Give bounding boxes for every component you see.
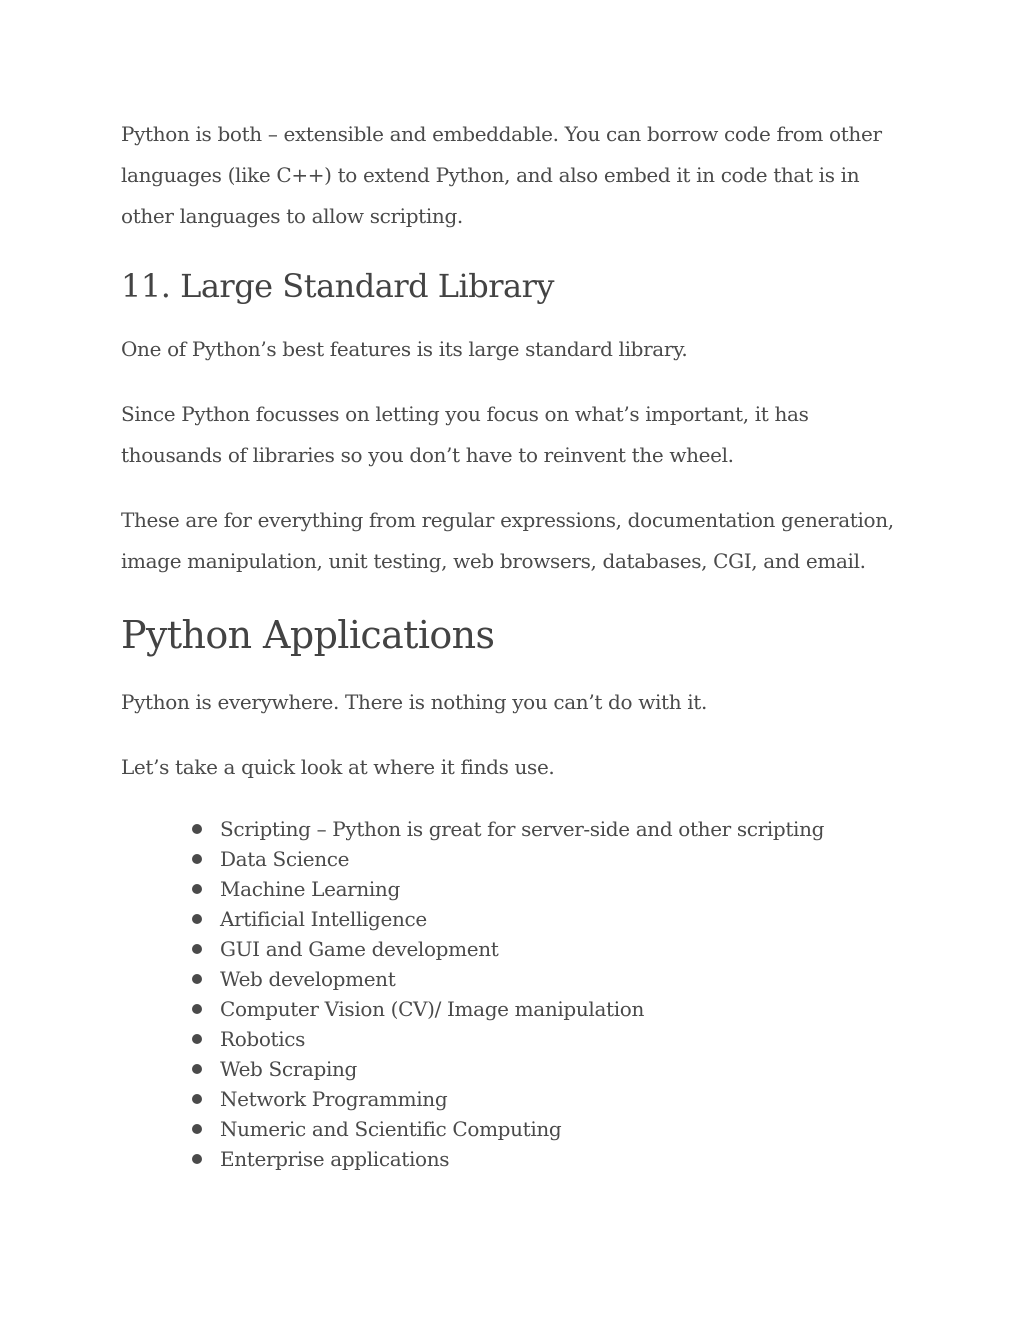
bullet-icon xyxy=(192,824,202,834)
list-item-text: Web Scraping xyxy=(220,1057,357,1081)
bullet-icon xyxy=(192,974,202,984)
list-item xyxy=(189,964,911,994)
bullet-icon xyxy=(192,1094,202,1104)
list-item xyxy=(189,1144,911,1174)
bullet-icon xyxy=(192,1124,202,1134)
list-item-text: Robotics xyxy=(220,1027,306,1051)
list-item-text: Data Science xyxy=(220,847,350,871)
library-paragraph-3: These are for everything from regular expressions, documentation generation, image manipulation, unit testing, web browsers, databases, CGI, and email. xyxy=(121,508,894,573)
bullet-icon xyxy=(192,1064,202,1074)
applications-list xyxy=(121,814,911,1174)
list-item-text: Network Programming xyxy=(220,1087,448,1111)
applications-paragraph-2: Let’s take a quick look at where it finds use. xyxy=(121,755,555,779)
list-item-text: Artificial Intelligence xyxy=(220,907,427,931)
bullet-icon xyxy=(192,1154,202,1164)
section-heading-python-applications: Python Applications xyxy=(121,613,495,657)
section-heading-large-standard-library: 11. Large Standard Library xyxy=(121,267,554,305)
bullet-icon xyxy=(192,944,202,954)
list-item-text: Numeric and Scientific Computing xyxy=(220,1117,562,1141)
list-item-text: Scripting – Python is great for server-side and other scripting xyxy=(220,817,825,841)
document-page xyxy=(121,114,911,1174)
list-item xyxy=(189,844,911,874)
list-item xyxy=(189,814,911,844)
list-item xyxy=(189,1054,911,1084)
intro-paragraph: Python is both – extensible and embeddable. You can borrow code from other languages (like C++) to extend Python, and also embed it in code that is in other languages to allow scripting. xyxy=(121,122,882,228)
library-paragraph-1: One of Python’s best features is its large standard library. xyxy=(121,337,688,361)
list-item xyxy=(189,1084,911,1114)
bullet-icon xyxy=(192,884,202,894)
bullet-icon xyxy=(192,1004,202,1014)
list-item xyxy=(189,874,911,904)
bullet-icon xyxy=(192,914,202,924)
list-item xyxy=(189,1024,911,1054)
bullet-icon xyxy=(192,854,202,864)
list-item-text: Web development xyxy=(220,967,396,991)
bullet-icon xyxy=(192,1034,202,1044)
applications-paragraph-1: Python is everywhere. There is nothing you can’t do with it. xyxy=(121,690,707,714)
list-item-text: Enterprise applications xyxy=(220,1147,450,1171)
list-item xyxy=(189,994,911,1024)
list-item xyxy=(189,1114,911,1144)
list-item-text: GUI and Game development xyxy=(220,937,499,961)
list-item xyxy=(189,934,911,964)
list-item xyxy=(189,904,911,934)
list-item-text: Computer Vision (CV)/ Image manipulation xyxy=(220,997,644,1021)
list-item-text: Machine Learning xyxy=(220,877,400,901)
library-paragraph-2: Since Python focusses on letting you focus on what’s important, it has thousands of libraries so you don’t have to reinvent the wheel. xyxy=(121,402,809,467)
